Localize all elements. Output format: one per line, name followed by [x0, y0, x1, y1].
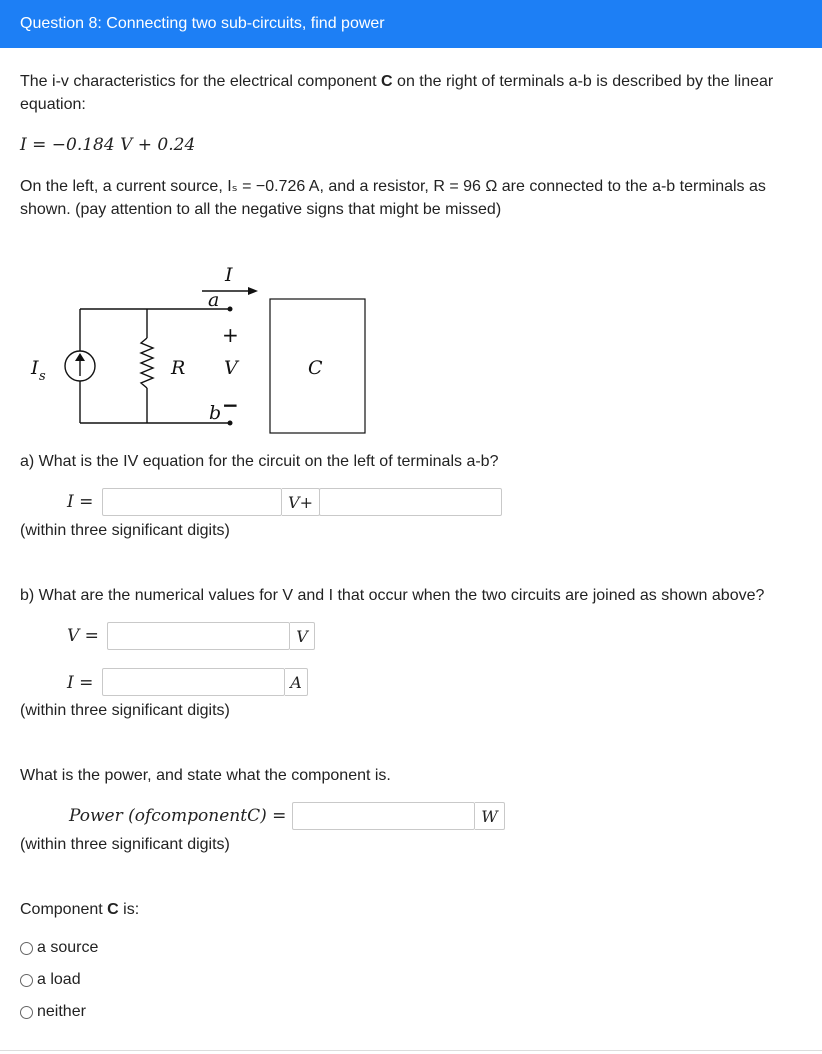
minus-sign: − [222, 393, 239, 417]
option-source-label: a source [37, 939, 99, 956]
right-arrow-icon [248, 287, 258, 295]
current-source-label: I [31, 357, 39, 379]
bottom-divider [0, 1050, 822, 1051]
part-b-note: (within three significant digits) [20, 702, 230, 719]
terminal-b-dot [228, 421, 233, 426]
option-neither-label: neither [37, 1003, 86, 1020]
intro-text-start: The i-v characteristics for the electrical component [20, 73, 382, 90]
radio-load[interactable] [20, 974, 33, 987]
component-question [20, 898, 810, 921]
part-b-i-label: I = [67, 673, 94, 693]
question-title: Question 8: Connecting two sub-circuits, find power [20, 15, 385, 32]
resistor-label: R [171, 357, 186, 379]
current-label: I [225, 264, 233, 286]
component-question-start: Component [20, 901, 108, 918]
terminal-b-label: b [209, 402, 222, 424]
option-neither[interactable] [20, 1003, 86, 1021]
voltage-label: V [224, 357, 238, 379]
part-a-note: (within three significant digits) [20, 522, 230, 539]
radio-source[interactable] [20, 942, 33, 955]
component-name: C [381, 73, 393, 90]
iv-equation: I = −0.184 V + 0.24 [20, 135, 196, 155]
part-a-question: a) What is the IV equation for the circuit on the left of terminals a-b? [20, 453, 499, 470]
circuit-description: On the left, a current source, Iₛ = −0.726 A, and a resistor, R = 96 Ω are connected to the a-b terminals as shown. (pay attention to all the negative signs that might be missed) [20, 178, 766, 218]
circuit-diagram [0, 250, 400, 440]
part-c-question: What is the power, and state what the component is. [20, 767, 391, 784]
power-unit: W [475, 802, 505, 830]
terminal-a-label: a [208, 289, 220, 311]
component-question-name: C [107, 901, 119, 918]
current-source-subscript: s [39, 369, 46, 384]
part-a-mid-unit: V+ [282, 488, 320, 516]
intro-text [20, 70, 810, 116]
power-label: Power (ofcomponentC) = [69, 806, 287, 826]
component-question-end: is: [118, 901, 140, 918]
question-header [0, 0, 822, 48]
terminal-a-dot [228, 307, 233, 312]
up-arrow-icon [75, 353, 85, 361]
component-c-label: C [308, 357, 323, 379]
part-a-label: I = [67, 492, 94, 512]
part-c-note: (within three significant digits) [20, 836, 230, 853]
power-input[interactable] [292, 802, 475, 830]
option-source[interactable] [20, 939, 98, 957]
part-b-v-label: V = [67, 626, 99, 646]
plus-sign: + [222, 323, 239, 347]
option-load[interactable] [20, 971, 81, 989]
part-b-i-input[interactable] [102, 668, 285, 696]
part-b-v-input[interactable] [107, 622, 290, 650]
part-a-intercept-input[interactable] [319, 488, 502, 516]
part-b-v-unit: V [290, 622, 315, 650]
part-b-question: b) What are the numerical values for V and I that occur when the two circuits are joined as shown above? [20, 587, 765, 604]
part-b-i-unit: A [285, 668, 308, 696]
option-load-label: a load [37, 971, 81, 988]
part-a-slope-input[interactable] [102, 488, 282, 516]
radio-neither[interactable] [20, 1006, 33, 1019]
intro-text-end: on the right of terminals a-b is described by the linear equation: [20, 73, 774, 113]
